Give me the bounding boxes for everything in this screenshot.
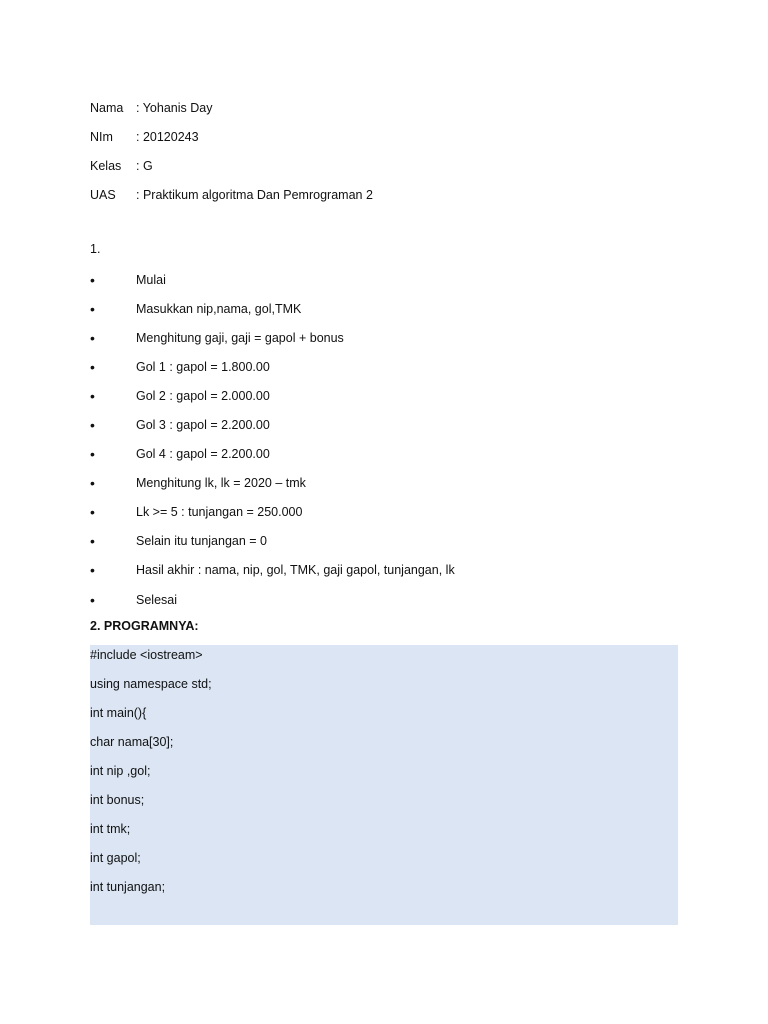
- program-heading: 2. PROGRAMNYA:: [90, 619, 199, 633]
- list-item: [90, 498, 690, 527]
- step-text: Gol 1 : gapol = 1.800.00: [136, 359, 270, 374]
- list-item: [90, 323, 690, 352]
- step-text: Hasil akhir : nama, nip, gol, TMK, gaji gapol, tunjangan, lk: [136, 563, 455, 578]
- step-text: Gol 4 : gapol = 2.200.00: [136, 447, 270, 462]
- list-item: [90, 556, 690, 585]
- bullet-icon: •: [90, 504, 95, 521]
- info-value: : Praktikum algoritma Dan Pemrograman 2: [136, 187, 373, 202]
- code-block: [90, 645, 678, 925]
- step-text: Menghitung gaji, gaji = gapol + bonus: [136, 330, 344, 345]
- step-text: Lk >= 5 : tunjangan = 250.000: [136, 505, 303, 520]
- info-row-nama: [90, 93, 690, 122]
- code-line: using namespace std;: [90, 677, 212, 691]
- info-label: NIm: [90, 129, 113, 144]
- step-text: Selesai: [136, 592, 177, 607]
- bullet-icon: •: [90, 475, 95, 492]
- code-line: int bonus;: [90, 793, 145, 807]
- section-number: 1.: [90, 242, 101, 256]
- code-line: char nama[30];: [90, 735, 174, 749]
- bullet-icon: •: [90, 417, 95, 434]
- info-value: : 20120243: [136, 129, 199, 144]
- step-text: Masukkan nip,nama, gol,TMK: [136, 301, 302, 316]
- list-item: [90, 527, 690, 556]
- bullet-icon: •: [90, 533, 95, 550]
- bullet-icon: •: [90, 358, 95, 375]
- code-line: int main(){: [90, 706, 147, 720]
- info-label: UAS: [90, 187, 116, 202]
- step-text: Menghitung lk, lk = 2020 – tmk: [136, 476, 306, 491]
- algorithm-steps-list: [90, 265, 690, 614]
- list-item: [90, 440, 690, 469]
- info-value: : G: [136, 158, 153, 173]
- step-text: Mulai: [136, 272, 166, 287]
- code-line: int tunjangan;: [90, 880, 166, 894]
- list-item: [90, 352, 690, 381]
- step-text: Gol 3 : gapol = 2.200.00: [136, 418, 270, 433]
- list-item: [90, 294, 690, 323]
- code-line: int tmk;: [90, 822, 131, 836]
- bullet-icon: •: [90, 300, 95, 317]
- bullet-icon: •: [90, 562, 95, 579]
- list-item: [90, 585, 690, 614]
- info-row-uas: [90, 180, 690, 209]
- step-text: Gol 2 : gapol = 2.000.00: [136, 388, 270, 403]
- bullet-icon: •: [90, 387, 95, 404]
- bullet-icon: •: [90, 271, 95, 288]
- list-item: [90, 381, 690, 410]
- bullet-icon: •: [90, 591, 95, 608]
- student-info: [90, 93, 690, 209]
- algorithm-section: [90, 238, 690, 614]
- code-line: #include <iostream>: [90, 648, 203, 662]
- code-line: int gapol;: [90, 851, 141, 865]
- step-text: Selain itu tunjangan = 0: [136, 534, 268, 549]
- list-item: [90, 410, 690, 439]
- bullet-icon: •: [90, 446, 95, 463]
- info-row-nim: [90, 122, 690, 151]
- list-item: [90, 469, 690, 498]
- code-line: int nip ,gol;: [90, 764, 151, 778]
- info-value: : Yohanis Day: [136, 100, 213, 115]
- info-label: Nama: [90, 100, 124, 115]
- info-label: Kelas: [90, 158, 122, 173]
- info-row-kelas: [90, 151, 690, 180]
- list-item: [90, 265, 690, 294]
- bullet-icon: •: [90, 329, 95, 346]
